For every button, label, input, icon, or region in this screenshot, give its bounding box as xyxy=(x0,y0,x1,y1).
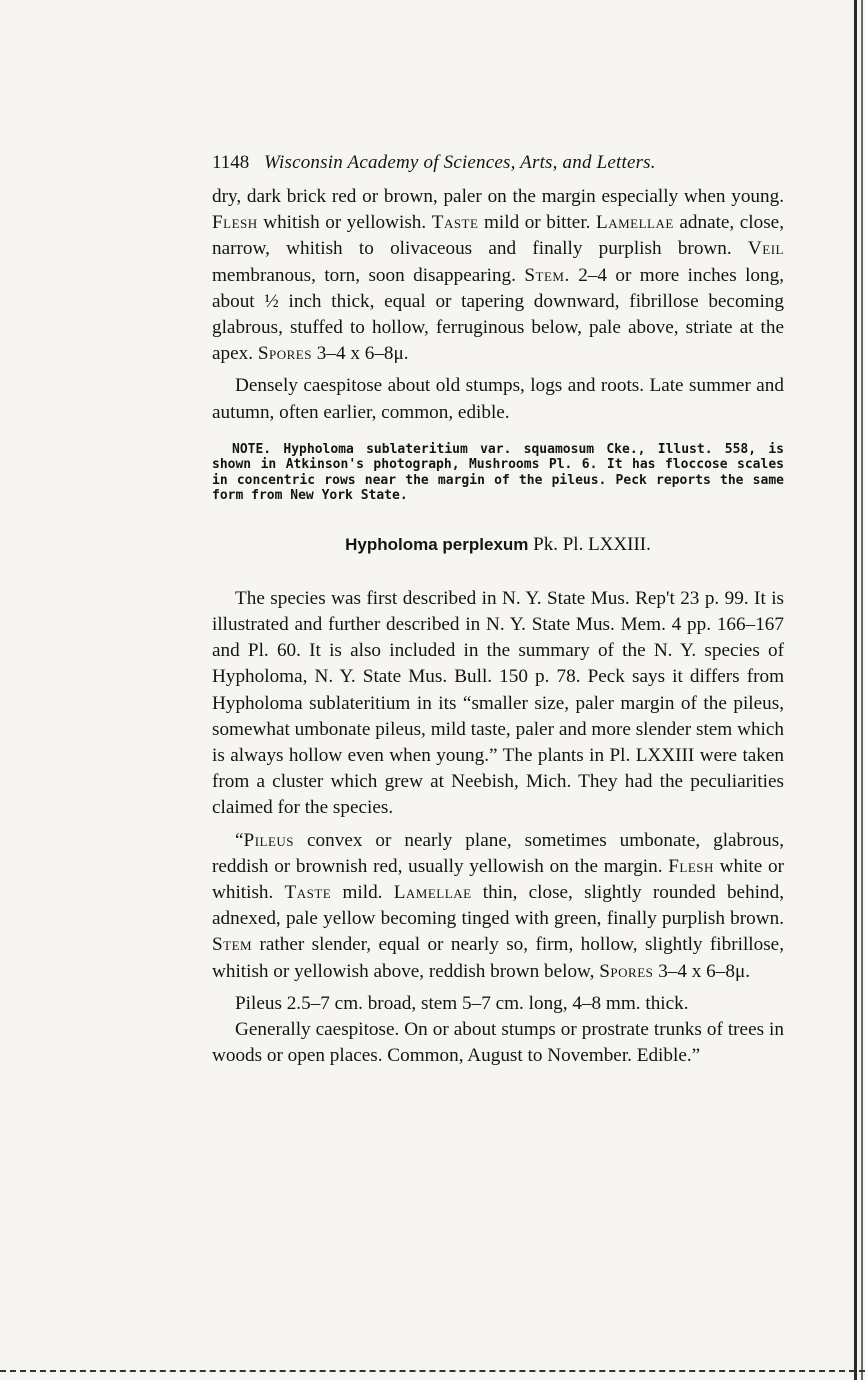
journal-title: Wisconsin Academy of Sciences, Arts, and Letters. xyxy=(264,152,656,173)
term-spores: Spores xyxy=(599,960,654,982)
note-paragraph: NOTE. Hypholoma sublateritium var. squamosum Cke., Illust. 558, is shown in Atkinson's photograph, Mushrooms Pl. 6. It has floccose scales in concentric rows near the margin of the pileus. Peck reports the same form from New York State. xyxy=(212,441,784,504)
page-edge-outer xyxy=(861,0,863,1380)
text-run: adnate, close, narrow, whitish to olivaceous and finally purplish brown. xyxy=(212,212,784,260)
habitat-paragraph: Densely caespitose about old stumps, logs and roots. Late summer and autumn, often earlier, common, edible. xyxy=(212,375,784,423)
term-taste: Taste xyxy=(284,882,332,904)
text-run: 3–4 x 6–8μ. xyxy=(653,960,751,982)
text-run: mild. xyxy=(331,882,394,904)
text-run: mild or bitter. xyxy=(478,212,596,234)
text-run: rather slender, equal or nearly so, firm, hollow, slightly fibrillose, whitish or yellowish above, reddish brown below, xyxy=(212,934,784,982)
text-run: convex or nearly plane, sometimes umbonate, glabrous, reddish or brownish red, usually yellowish on the margin. xyxy=(212,829,784,877)
page-content xyxy=(212,148,784,1069)
term-spores: Spores xyxy=(257,343,312,365)
measurements-paragraph: Pileus 2.5–7 cm. broad, stem 5–7 cm. long, 4–8 mm. thick. xyxy=(235,992,689,1014)
history-paragraph: The species was first described in N. Y. State Mus. Rep't 23 p. 99. It is illustrated and further described in N. Y. State Mus. Mem. 4 pp. 166–167 and Pl. 60. It is also included in the summary of the N. Y. species of Hypholoma, N. Y. State Mus. Bull. 150 p. 78. Peck says it differs from Hypholoma sublateritium in its “smaller size, paler margin of the pileus, somewhat umbonate pileus, mild taste, paler and more slender stem which is always hollow even when young.” The plants in Pl. LXXIII were taken from a cluster which grew at Neebish, Mich. They had the peculiarities claimed for the species. xyxy=(212,587,784,819)
term-lamellae: Lamellae xyxy=(596,212,674,234)
term-flesh: Flesh xyxy=(212,212,258,234)
species-name: Hypholoma perplexum xyxy=(345,534,529,554)
term-stem: Stem xyxy=(212,934,253,956)
term-flesh: Flesh xyxy=(668,855,714,877)
term-lamellae: Lamellae xyxy=(393,882,472,904)
text-run: “ xyxy=(235,829,244,851)
page-edge xyxy=(854,0,857,1380)
plate-reference: Pk. Pl. LXXIII. xyxy=(528,533,651,555)
term-taste: Taste xyxy=(431,212,479,234)
text-run: whitish or yellowish. xyxy=(257,212,432,234)
term-veil: Veil xyxy=(747,238,784,260)
term-pileus: Pileus xyxy=(243,829,295,851)
page-number: 1148 xyxy=(212,152,250,173)
text-run: white or whitish. xyxy=(212,855,784,904)
quoted-description-paragraph xyxy=(212,828,784,985)
text-run: 2–4 or more inches long, about ½ inch thick, equal or tapering downward, fibrillose becoming glabrous, stuffed to hollow, ferruginous below, pale above, striate at the apex. xyxy=(212,264,784,365)
page-bottom-edge xyxy=(0,1368,865,1372)
habitat-quote-paragraph: Generally caespitose. On or about stumps or prostrate trunks of trees in woods or open places. Common, August to November. Edible.” xyxy=(212,1019,784,1067)
text-run: dry, dark brick red or brown, paler on the margin especially when young. xyxy=(212,186,784,207)
term-stem: Stem. xyxy=(524,264,570,286)
text-run: thin, close, slightly rounded behind, adnexed, pale yellow becoming tinged with green, finally purplish brown. xyxy=(212,882,784,930)
species-heading xyxy=(212,532,784,558)
description-paragraph xyxy=(212,184,784,367)
running-head xyxy=(212,148,784,178)
text-run: membranous, torn, soon disappearing. xyxy=(212,264,525,286)
text-run: 3–4 x 6–8μ. xyxy=(311,343,409,365)
